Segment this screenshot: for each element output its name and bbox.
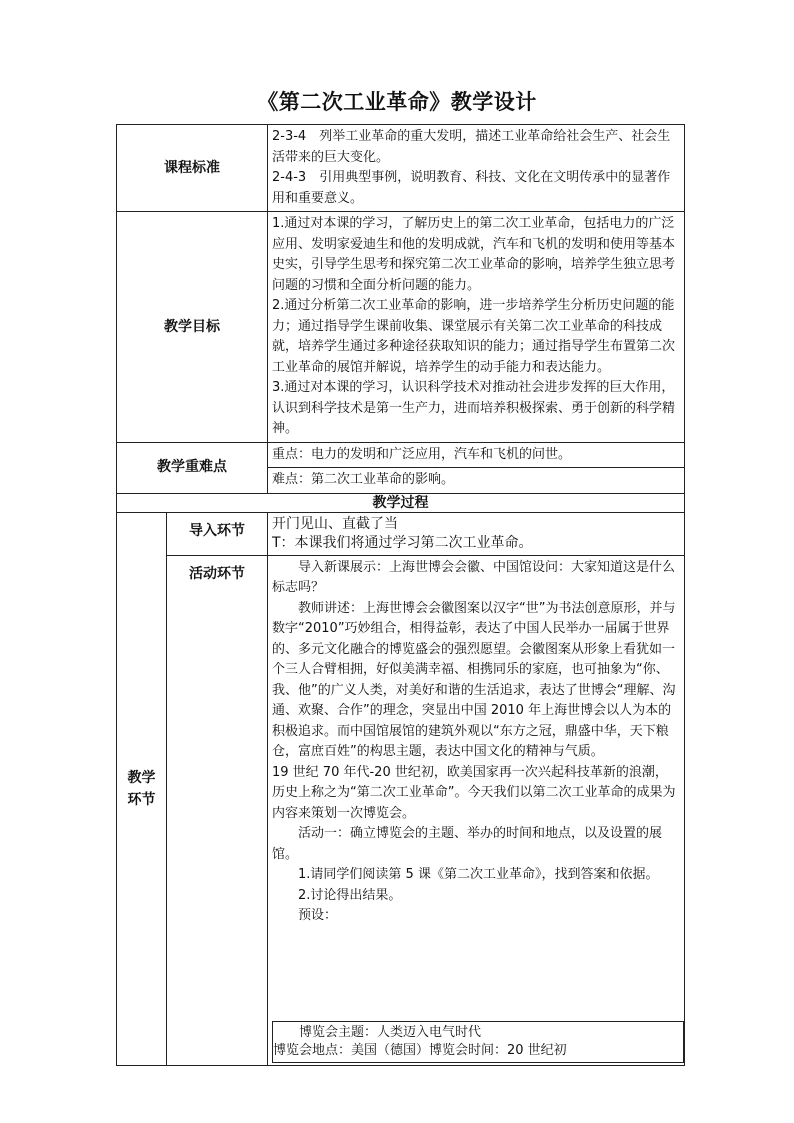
process-header: 教学过程: [117, 493, 685, 512]
teaching-goal-item: 2.通过分析第二次工业革命的影响，进一步培养学生分析历史问题的能力；通过指导学生课前收集、课堂展示有关第二次工业革命的科技成就，培养学生通过多种途径获取知识的能力；通过指导学生布置第二次工业革命的展馆并解说，培养学生的动手能力和表达能力。: [272, 298, 676, 375]
process-side-label: [117, 512, 167, 1065]
activity-paragraph: 1.请同学们阅读第 5 课《第二次工业革命》，找到答案和依据。: [298, 867, 659, 882]
intro-line: 开门见山、直截了当: [272, 515, 398, 532]
course-standard-row: [117, 125, 685, 212]
course-standard-label: 课程标准: [117, 125, 268, 212]
process-header-row: [117, 493, 685, 512]
preset-box: [272, 1021, 684, 1063]
course-standard-item: 2-4-3 引用典型事例，说明教育、科技、文化在文明传承中的显著作用和重要意义。: [272, 170, 671, 206]
activity-label: 活动环节: [167, 555, 268, 1065]
activity-row: [117, 555, 685, 1065]
difficulty-text: 难点：第二次工业革命的影响。: [268, 468, 685, 494]
course-standard-item: 2-3-4 列举工业革命的重大发明，描述工业革命给社会生产、社会生活带来的巨大变化。: [272, 129, 671, 165]
teaching-goals-content: [268, 212, 685, 443]
process-side-label-text: 教学环节: [127, 769, 156, 808]
preset-line: 博览会地点：美国（德国）博览会时间：20 世纪初: [273, 1042, 567, 1058]
activity-paragraph: 2.讨论得出结果。: [298, 887, 402, 903]
activity-paragraph: 预设：: [298, 908, 338, 923]
activity-paragraph: 导入新课展示：上海世博会会徽、中国馆设问：大家知道这是什么标志吗？: [272, 559, 676, 595]
key-points-label: 教学重难点: [117, 442, 268, 493]
teaching-goals-label: 教学目标: [117, 212, 268, 443]
page-title: 《第二次工业革命》教学设计: [257, 89, 537, 114]
key-point-text: 重点：电力的发明和广泛应用，汽车和飞机的问世。: [268, 442, 685, 468]
preset-line: 博览会主题：人类迈入电气时代: [299, 1024, 482, 1040]
intro-row: [117, 512, 685, 555]
teaching-goals-row: [117, 212, 685, 443]
intro-label: 导入环节: [167, 512, 268, 555]
blank-space: [272, 927, 680, 1013]
lesson-plan-table: [116, 124, 685, 1066]
teaching-goal-item: 3.通过对本课的学习，认识科学技术对推动社会进步发挥的巨大作用，认识到科学技术是第一生产力，进而培养积极探索、勇于创新的科学精神。: [272, 380, 676, 436]
activity-paragraph: 19 世纪 70 年代-20 世纪初，欧美国家再一次兴起科技革新的浪潮，历史上称之为“第二次工业革命”。今天我们以第二次工业革命的成果为内容来策划一次博览会。: [272, 764, 676, 821]
course-standard-content: [268, 125, 685, 212]
key-points-row: [117, 442, 685, 468]
intro-line: T：本课我们将通过学习第二次工业革命。: [272, 534, 533, 551]
intro-content: [268, 512, 685, 555]
teaching-goal-item: 1.通过对本课的学习，了解历史上的第二次工业革命，包括电力的广泛应用、发明家爱迪生和他的发明成就，汽车和飞机的发明和使用等基本史实，引导学生思考和探究第二次工业革命的影响，培养学生独立思考问题的习惯和全面分析问题的能力。: [272, 216, 676, 293]
activity-paragraph: 教师讲述：上海世博会会徽图案以汉字“世”为书法创意原形，并与数字“2010”巧妙组合，相得益彰，表达了中国人民举办一届属于世界的、多元文化融合的博览盛会的强烈愿望。会徽图案从形象上看犹如一个三人合臂相拥，好似美满幸福、相携同乐的家庭，也可抽象为“你、我、他”的广义人类，对美好和谐的生活追求，表达了世博会“理解、沟通、欢聚、合作”的理念，突显出中国 2010 年上海世博会以人为本的积极追求。而中国馆展馆的建筑外观以“东方之冠，鼎盛中华，天下粮仓，富庶百姓”的构思主题，表达中国文化的精神与气质。: [272, 600, 676, 759]
activity-paragraph: 活动一：确立博览会的主题、举办的时间和地点，以及设置的展馆。: [272, 826, 663, 862]
activity-content: [268, 555, 685, 1065]
